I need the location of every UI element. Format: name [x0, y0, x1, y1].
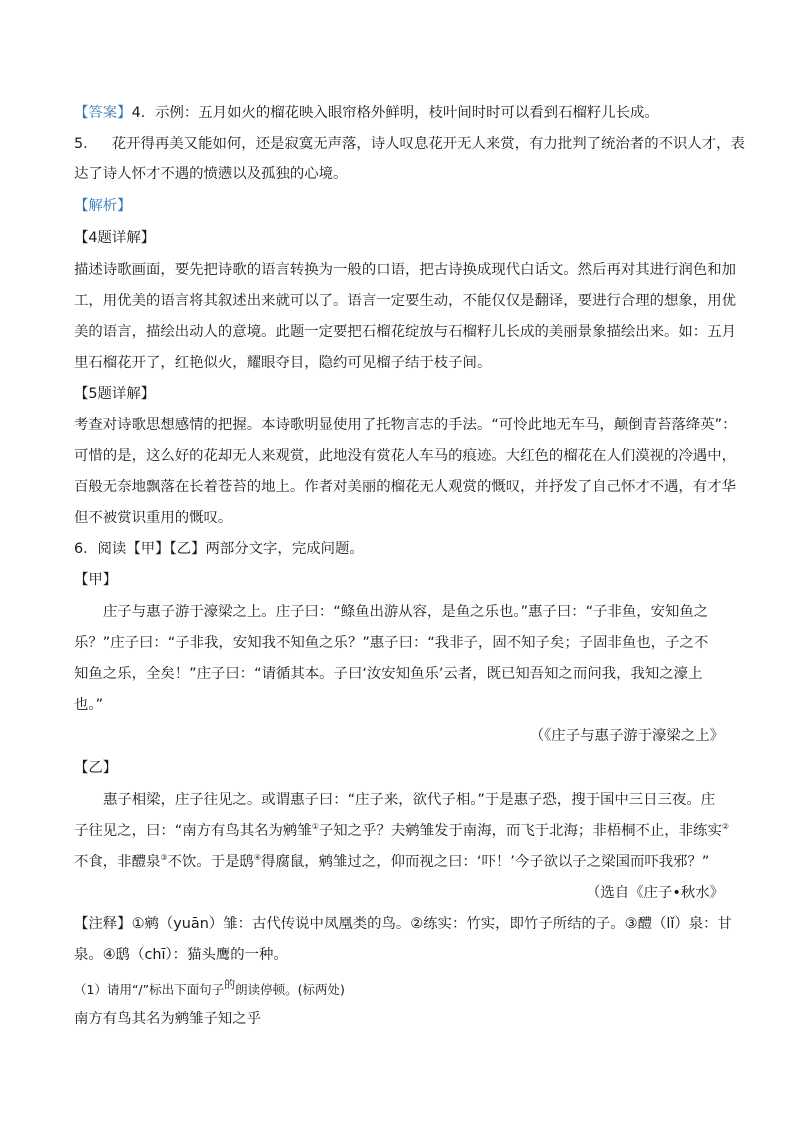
q4-heading: 【4题详解】 — [74, 230, 156, 246]
yi-text-line: 不食，非醴泉③不饮。于是鸱④得腐鼠，鹓雏过之，仰而视之曰：‘吓！’今子欲以子之梁国而吓我邪？” — [74, 853, 710, 870]
q5-heading: 【5题详解】 — [74, 386, 156, 402]
yi-label: 【乙】 — [74, 760, 118, 776]
q5-detail-line: 百般无奈地飘落在长着苍苔的地上。作者对美丽的榴花无人观赏的慨叹，并抒发了自己怀才不遇，有才华 — [74, 479, 736, 495]
footnote-marker: ③ — [160, 853, 168, 863]
q4-detail-line: 里石榴花开了，红艳似火，耀眼夺目，隐约可见榴子结于枝子间。 — [74, 355, 492, 371]
footnote-marker: ② — [721, 822, 730, 832]
sub-question-1: （1）请用“/”标出下面句子的朗读停顿。(标两处) — [74, 978, 345, 997]
jia-text-line: 庄子与惠子游于濠梁之上。庄子曰：“鲦鱼出游从容，是鱼之乐也。”惠子曰：“子非鱼，安知鱼之 — [103, 604, 709, 620]
answer-q4: 4．示例：五月如火的榴花映入眼帘格外鲜明，枝叶间时时可以看到石榴籽儿长成。 — [131, 105, 659, 121]
answer-q5-number: 5. — [74, 136, 88, 152]
q4-detail-line: 美的语言，描绘出动人的意境。此题一定要把石榴花绽放与石榴籽儿长成的美丽景象描绘出来。如：五月 — [74, 324, 736, 340]
yi-text-line: 惠子相梁，庄子往见之。或谓惠子曰：“庄子来，欲代子相。”于是惠子恐，搜于国中三日三夜。庄 — [103, 792, 716, 808]
q4-detail-line: 描述诗歌画面，要先把诗歌的语言转换为一般的口语，把古诗换成现代白话文。然后再对其进行润色和加 — [74, 262, 736, 278]
footnote-marker: ① — [311, 822, 319, 832]
jia-label: 【甲】 — [74, 572, 118, 588]
analysis-label: 【解析】 — [74, 198, 132, 214]
notes-line: 【注释】①鹓（yuān）雏：古代传说中凤凰类的鸟。②练实：竹实，即竹子所结的子。③醴（lǐ）泉：甘 — [74, 916, 732, 932]
footnote-marker: ④ — [253, 853, 262, 863]
q5-detail-line: 考查对诗歌思想感情的把握。本诗歌明显使用了托物言志的手法。“可怜此地无车马，颠倒青苔落绛英”： — [74, 417, 737, 433]
q4-detail-line: 工，用优美的语言将其叙述出来就可以了。语言一定要生动，不能仅仅是翻译，要进行合理的想象，用优 — [74, 293, 736, 309]
q5-detail-line: 但不被赏识重用的慨叹。 — [74, 510, 233, 526]
jia-source: （《庄子与惠子游于濠梁之上》 — [529, 728, 724, 744]
answer-q5-line2: 达了诗人怀才不遇的愤懑以及孤独的心境。 — [74, 166, 348, 182]
sub-question-1-sentence: 南方有鸟其名为鹓雏子知之乎 — [74, 1011, 262, 1027]
answer-q5-line1: 5. 花开得再美又能如何，还是寂寞无声落，诗人叹息花开无人来赏，有力批判了统治者的不识人才，表 — [74, 136, 745, 152]
jia-text-line: 知鱼之乐，全矣！”庄子曰：“请循其本。子曰‘汝安知鱼乐’云者，既已知吾知之而问我，我知之濠上 — [74, 666, 703, 682]
yi-text-line: 子往见之，曰：“南方有鸟其名为鹓雏①子知之乎？夫鹓雏发于南海，而飞于北海；非梧桐不止，非练实② — [74, 822, 730, 839]
jia-text-line: 乐？”庄子曰：“子非我，安知我不知鱼之乐？”惠子曰：“我非子，固不知子矣；子固非鱼也，子之不 — [74, 635, 709, 651]
q6-prompt: 6．阅读【甲】【乙】两部分文字，完成问题。 — [74, 541, 364, 557]
answer-line — [74, 103, 659, 123]
q5-detail-line: 可惜的是，这么好的花却无人来观赏，此地没有赏花人车马的痕迹。大红色的榴花在人们漠视的冷遇中， — [74, 448, 736, 464]
yi-source: （选自《庄子•秋水》 — [585, 885, 724, 901]
notes-line: 泉。④鸱（chī）：猫头鹰的一种。 — [74, 947, 288, 963]
jia-text-line: 也。” — [74, 697, 104, 713]
answer-label: 【答案】 — [74, 105, 132, 121]
